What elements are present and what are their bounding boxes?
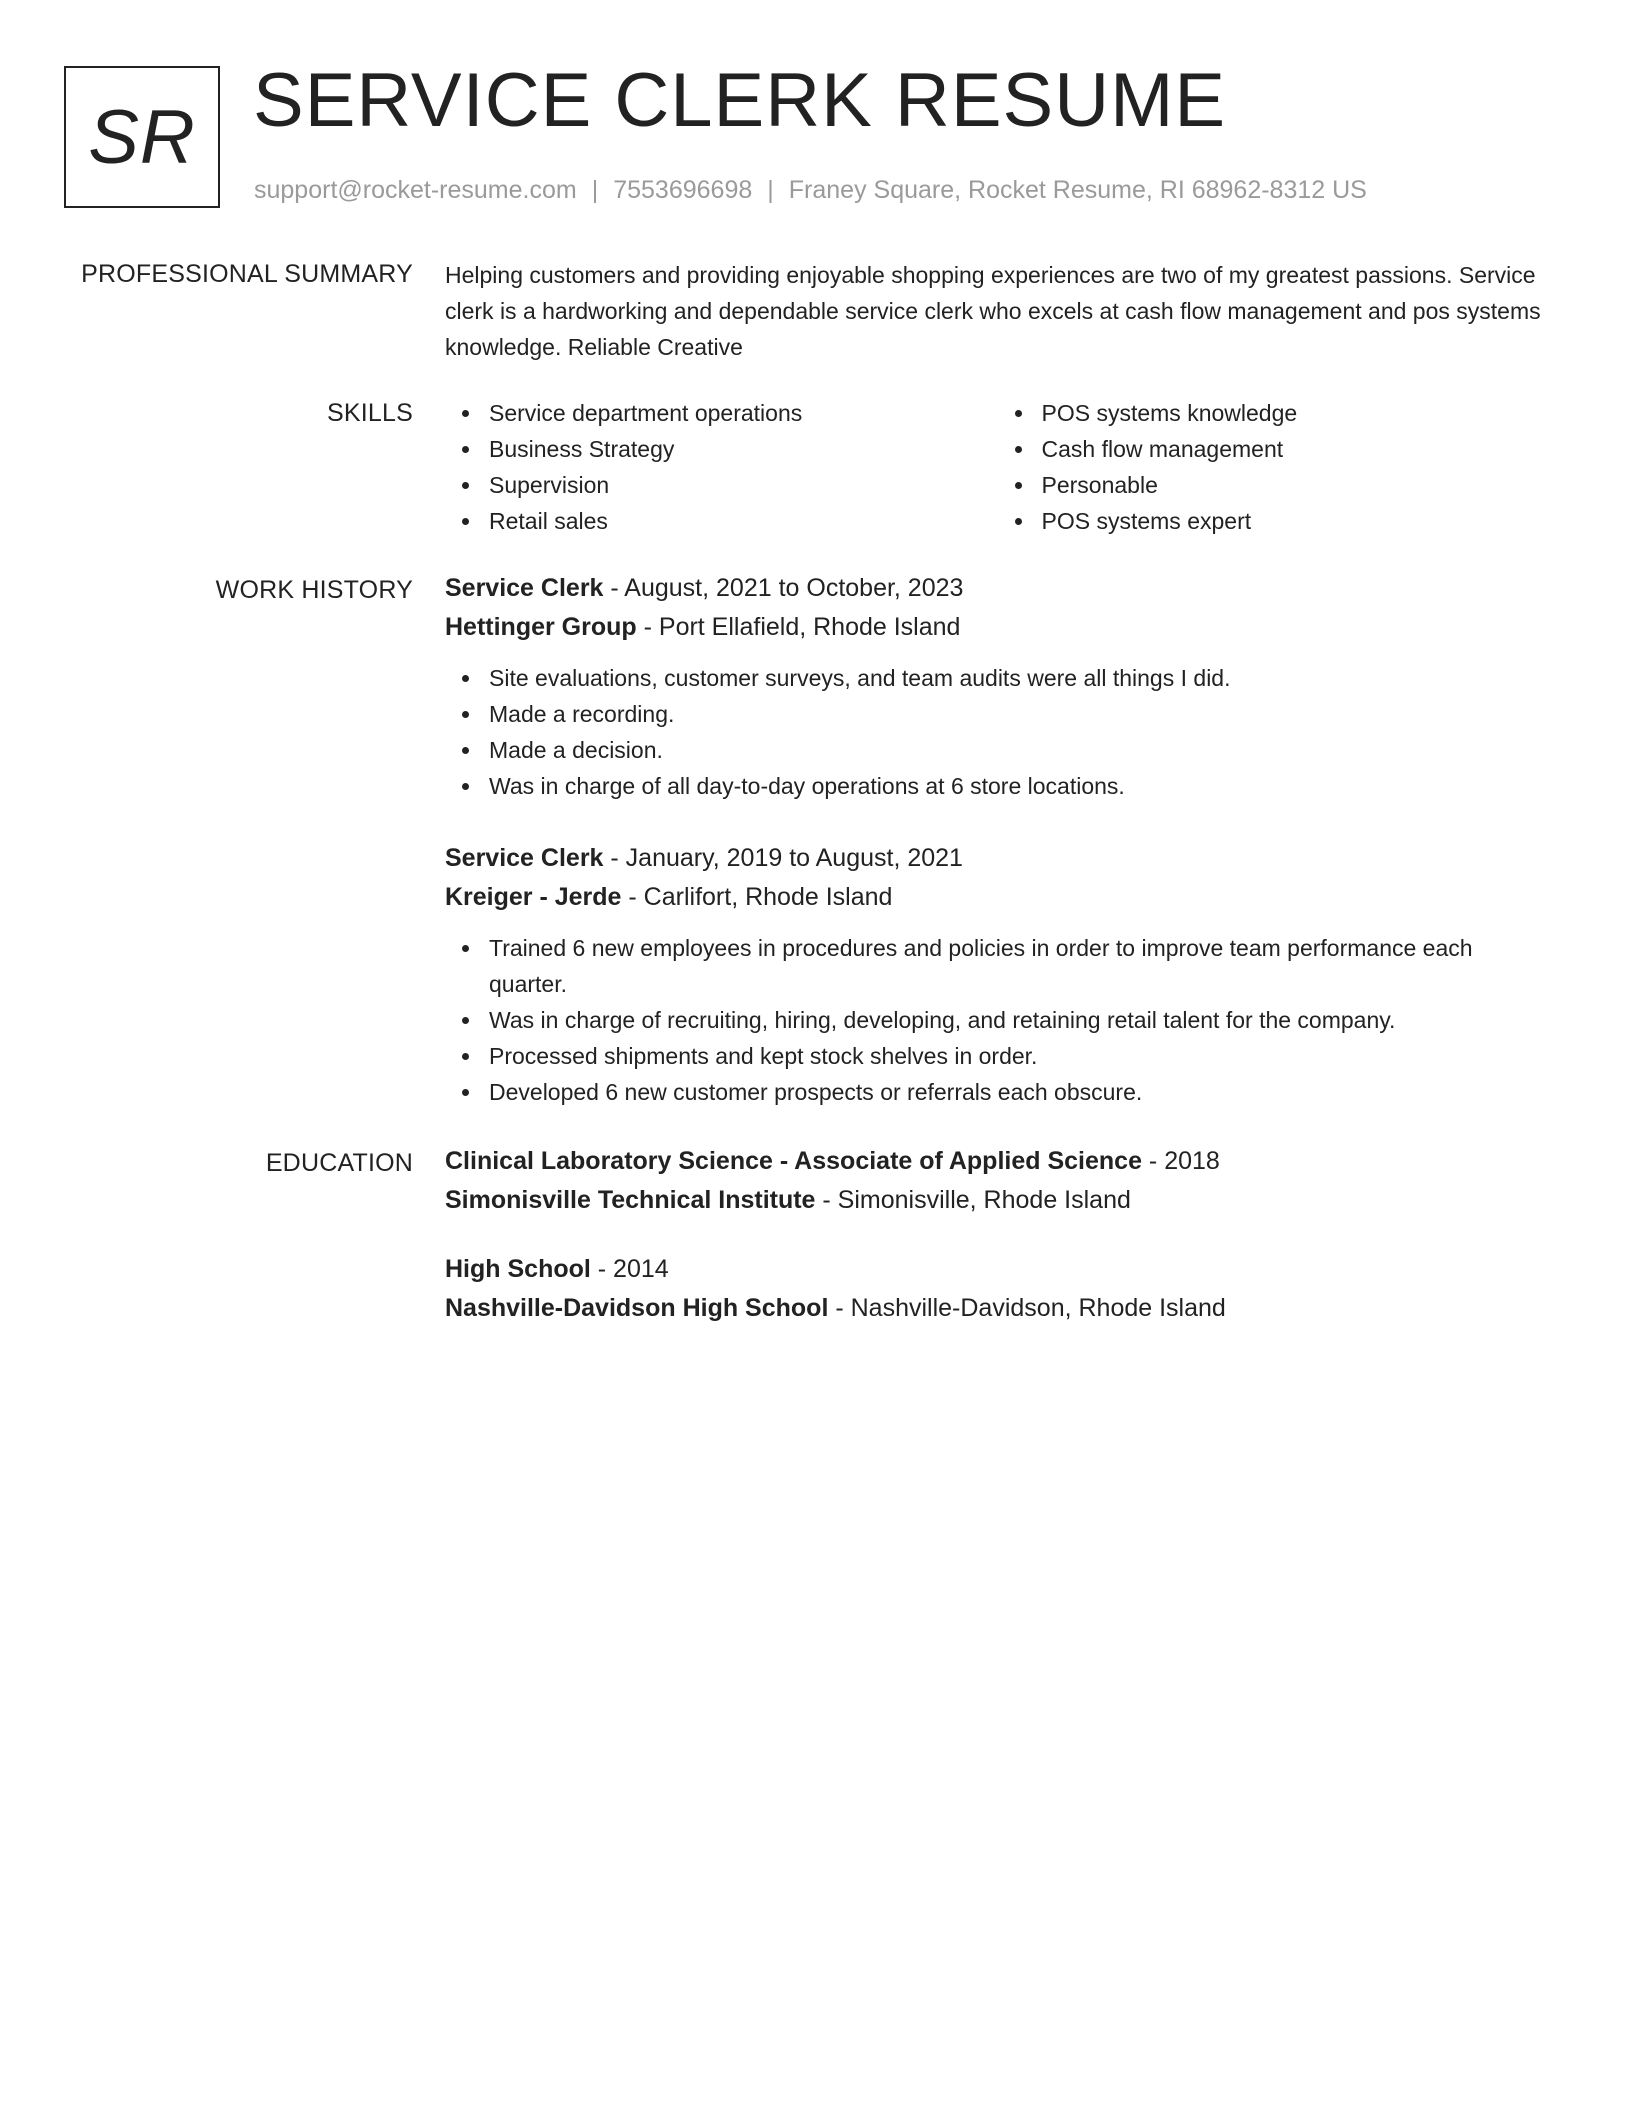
- job-company: Kreiger - Jerde: [445, 883, 622, 911]
- job-duty: Was in charge of recruiting, hiring, developing, and retaining retail talent for the company.: [489, 1002, 1550, 1038]
- job-title-line: [445, 839, 1550, 878]
- skill-item: Supervision: [489, 467, 998, 503]
- contact-address: Franey Square, Rocket Resume, RI 68962-8312 US: [788, 176, 1367, 204]
- skills-list-right: [998, 395, 1551, 539]
- job-dates: - August, 2021 to October, 2023: [603, 574, 964, 602]
- job-duty: Made a recording.: [489, 696, 1550, 732]
- job-entry: [445, 839, 1550, 1110]
- job-duty: Processed shipments and kept stock shelves in order.: [489, 1038, 1550, 1074]
- education-heading: EDUCATION: [265, 1149, 413, 1177]
- education-entry: [445, 1250, 1550, 1328]
- skills-grid: [445, 395, 1550, 539]
- job-duty: Was in charge of all day-to-day operations at 6 store locations.: [489, 768, 1550, 804]
- education-degree-line: [445, 1250, 1550, 1289]
- education-degree: Clinical Laboratory Science - Associate of Applied Science: [445, 1147, 1142, 1175]
- job-title: Service Clerk: [445, 844, 604, 872]
- skill-item: Retail sales: [489, 503, 998, 539]
- skills-list-left: [445, 395, 998, 539]
- summary-body: [445, 257, 1550, 365]
- job-title: Service Clerk: [445, 574, 604, 602]
- education-year: - 2014: [590, 1255, 669, 1283]
- education-school-line: [445, 1181, 1550, 1220]
- resume-title: SERVICE CLERK RESUME: [253, 58, 1227, 143]
- education-entry: [445, 1142, 1550, 1220]
- contact-line: [254, 174, 1367, 206]
- job-location: - Port Ellafield, Rhode Island: [636, 613, 961, 641]
- education-school-line: [445, 1289, 1550, 1328]
- skill-item: Service department operations: [489, 395, 998, 431]
- education-location: - Simonisville, Rhode Island: [815, 1186, 1131, 1214]
- contact-separator: |: [767, 176, 774, 204]
- job-duty: Made a decision.: [489, 732, 1550, 768]
- skill-item: Cash flow management: [1042, 431, 1551, 467]
- work-history-body: [445, 569, 1550, 1105]
- job-duty: Developed 6 new customer prospects or referrals each obscure.: [489, 1074, 1550, 1110]
- job-duties: [445, 660, 1550, 804]
- skill-item: POS systems knowledge: [1042, 395, 1551, 431]
- education-school: Simonisville Technical Institute: [445, 1186, 816, 1214]
- summary-heading: PROFESSIONAL SUMMARY: [81, 260, 413, 288]
- education-degree-line: [445, 1142, 1550, 1181]
- job-duty: Site evaluations, customer surveys, and team audits were all things I did.: [489, 660, 1550, 696]
- contact-separator: |: [591, 176, 599, 204]
- work-history-heading: WORK HISTORY: [215, 576, 413, 604]
- job-duties: [445, 930, 1550, 1110]
- contact-phone[interactable]: 7553696698: [613, 176, 753, 204]
- skills-body: [445, 395, 1550, 539]
- contact-email[interactable]: support@rocket-resume.com: [254, 176, 577, 204]
- job-dates: - January, 2019 to August, 2021: [603, 844, 963, 872]
- job-location: - Carlifort, Rhode Island: [621, 883, 893, 911]
- skill-item: Business Strategy: [489, 431, 998, 467]
- job-company-line: [445, 608, 1550, 647]
- skill-item: POS systems expert: [1042, 503, 1551, 539]
- education-degree: High School: [445, 1255, 591, 1283]
- skill-item: Personable: [1042, 467, 1551, 503]
- job-company-line: [445, 878, 1550, 917]
- job-entry: [445, 569, 1550, 804]
- skills-heading: SKILLS: [327, 399, 413, 427]
- education-body: [445, 1142, 1550, 1322]
- summary-text: Helping customers and providing enjoyable shopping experiences are two of my greatest passions. Service clerk is a hardworking and dependable service clerk who excels at cash flow management and pos systems knowledge. Reliable Creative: [445, 262, 1541, 360]
- education-year: - 2018: [1141, 1147, 1220, 1175]
- job-title-line: [445, 569, 1550, 608]
- job-company: Hettinger Group: [445, 613, 637, 641]
- education-school: Nashville-Davidson High School: [445, 1294, 829, 1322]
- monogram: SR: [64, 66, 220, 208]
- education-location: - Nashville-Davidson, Rhode Island: [828, 1294, 1226, 1322]
- job-duty: Trained 6 new employees in procedures and policies in order to improve team performance each quarter.: [489, 930, 1550, 1002]
